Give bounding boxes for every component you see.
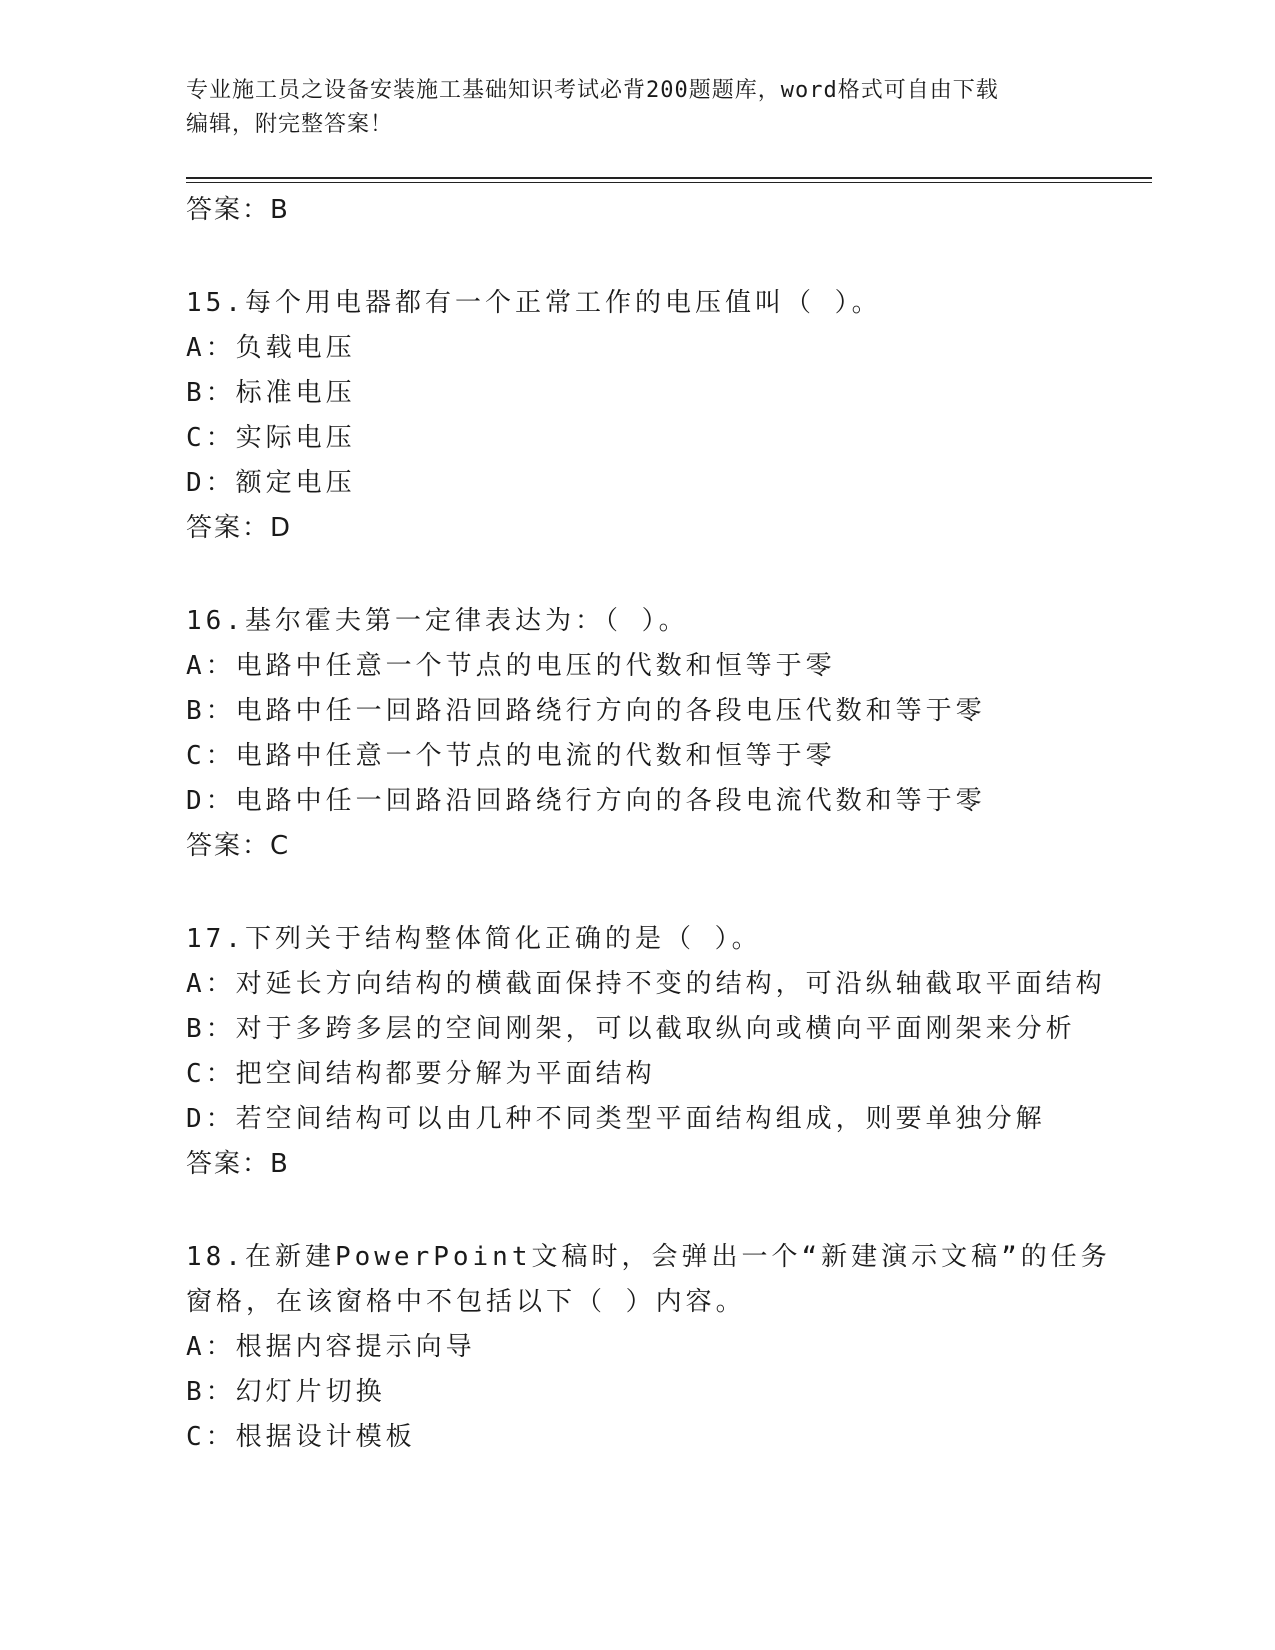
option-c: C：实际电压	[186, 423, 356, 453]
option-b: B：电路中任一回路沿回路绕行方向的各段电压代数和等于零	[186, 696, 986, 726]
option-d: D：电路中任一回路沿回路绕行方向的各段电流代数和等于零	[186, 786, 986, 816]
spacer	[186, 869, 1152, 917]
header-title-line1: 专业施工员之设备安装施工基础知识考试必背200题题库，word格式可自由下载	[186, 78, 999, 103]
question-answer: 答案：D	[186, 513, 293, 543]
option-a: A：根据内容提示向导	[186, 1332, 476, 1362]
option-b: B：标准电压	[186, 378, 356, 408]
question-17	[186, 917, 1152, 1187]
question-18	[186, 1235, 1152, 1460]
option-b: B：对于多跨多层的空间刚架，可以截取纵向或横向平面刚架来分析	[186, 1014, 1076, 1044]
option-a: A：负载电压	[186, 333, 356, 363]
header-divider-thick	[186, 177, 1152, 179]
option-d: D：额定电压	[186, 468, 356, 498]
option-c: C：根据设计模板	[186, 1422, 416, 1452]
option-d: D：若空间结构可以由几种不同类型平面结构组成，则要单独分解	[186, 1104, 1046, 1134]
question-stem: 15.每个用电器都有一个正常工作的电压值叫（ ）。	[186, 288, 882, 318]
question-answer: 答案：C	[186, 831, 291, 861]
spacer	[186, 1187, 1152, 1235]
question-stem-line2: 窗格，在该窗格中不包括以下（ ）内容。	[186, 1287, 746, 1317]
question-answer: 答案：B	[186, 1149, 290, 1179]
question-16	[186, 599, 1152, 869]
question-stem-line1: 18.在新建PowerPoint文稿时，会弹出一个“新建演示文稿”的任务	[186, 1242, 1111, 1272]
option-a: A：对延长方向结构的横截面保持不变的结构，可沿纵轴截取平面结构	[186, 969, 1106, 999]
option-a: A：电路中任意一个节点的电压的代数和恒等于零	[186, 651, 836, 681]
question-15	[186, 281, 1152, 551]
previous-answer: 答案：B	[186, 195, 290, 225]
question-stem: 17.下列关于结构整体简化正确的是（ ）。	[186, 924, 762, 954]
option-c: C：把空间结构都要分解为平面结构	[186, 1059, 656, 1089]
question-stem: 16.基尔霍夫第一定律表达为：（ ）。	[186, 606, 689, 636]
header-title-line2: 编辑，附完整答案！	[186, 112, 394, 137]
option-c: C：电路中任意一个节点的电流的代数和恒等于零	[186, 741, 836, 771]
spacer	[186, 233, 1152, 281]
question-list	[186, 188, 1152, 1460]
spacer	[186, 551, 1152, 599]
option-b: B：幻灯片切换	[186, 1377, 386, 1407]
header-divider-thin	[186, 182, 1152, 183]
document-header	[186, 74, 1086, 142]
